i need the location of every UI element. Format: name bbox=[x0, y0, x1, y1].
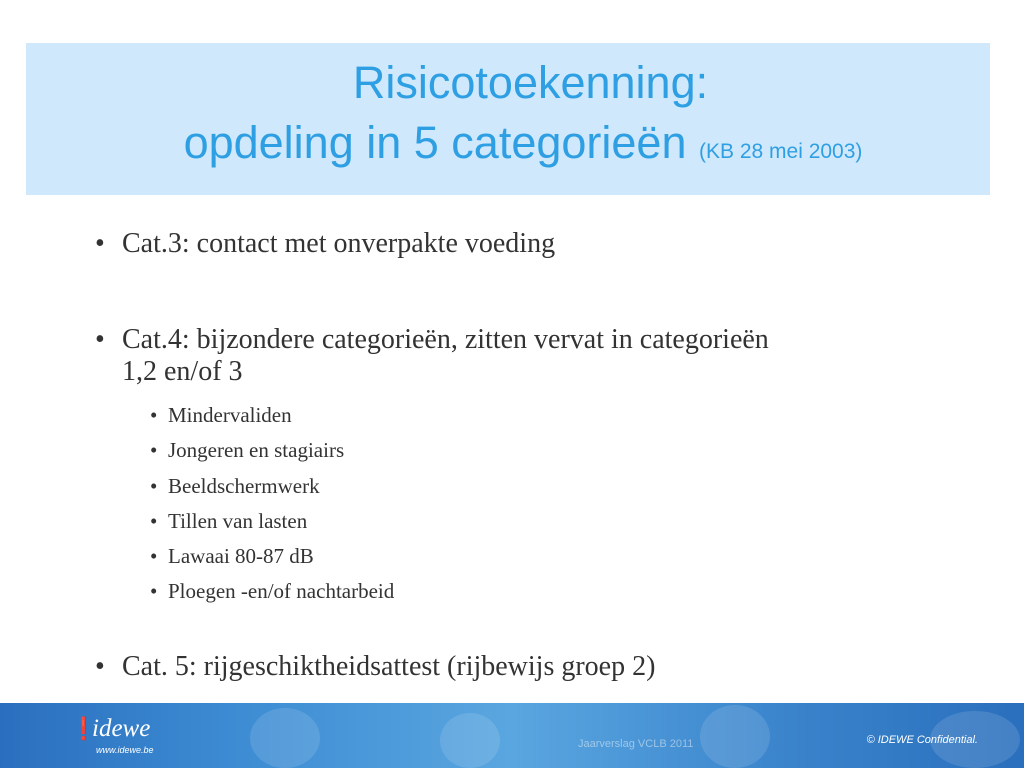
sub-bullet-dot: • bbox=[150, 544, 158, 568]
sub-bullet-text: Jongeren en stagiairs bbox=[168, 438, 345, 462]
title-line-1: Risicotoekenning: bbox=[352, 57, 709, 108]
sub-bullet-text: Mindervaliden bbox=[168, 403, 292, 427]
sub-bullet-dot: • bbox=[150, 403, 158, 427]
photo-figure bbox=[250, 708, 320, 768]
footer-band bbox=[0, 703, 1024, 768]
photo-figure bbox=[440, 713, 500, 768]
title-line-2: opdeling in 5 categorieën bbox=[183, 117, 687, 168]
idewe-logo-icon: ❗ bbox=[70, 717, 98, 742]
sub-bullet-dot: • bbox=[150, 438, 158, 462]
slide-title bbox=[0, 58, 1024, 108]
bullet-text: 1,2 en/of 3 bbox=[122, 356, 243, 387]
bullet-dot: • bbox=[95, 324, 105, 355]
sub-bullet-dot: • bbox=[150, 474, 158, 498]
sub-bullet-text: Beeldschermwerk bbox=[168, 474, 320, 498]
photo-figure bbox=[700, 705, 770, 768]
logo-url: www.idewe.be bbox=[96, 745, 154, 755]
slide-subtitle bbox=[0, 118, 1024, 177]
bullet-text: Cat.4: bijzondere categorieën, zitten vervat in categorieën bbox=[122, 324, 769, 355]
bullet-text: Cat. 5: rijgeschiktheidsattest (rijbewijs groep 2) bbox=[122, 651, 656, 682]
copyright-text: © IDEWE Confidential. bbox=[866, 734, 978, 746]
logo-text: idewe bbox=[92, 715, 151, 742]
bullet-dot: • bbox=[95, 228, 105, 259]
sub-bullet-text: Tillen van lasten bbox=[168, 509, 308, 533]
bullet-dot: • bbox=[95, 651, 105, 682]
bullet-text: Cat.3: contact met onverpakte voeding bbox=[122, 228, 556, 259]
sub-bullet-text: Ploegen -en/of nachtarbeid bbox=[168, 579, 395, 603]
sub-bullet-dot: • bbox=[150, 509, 158, 533]
footer-watermark-text: Jaarverslag VCLB 2011 bbox=[578, 738, 694, 750]
sub-bullet-text: Lawaai 80-87 dB bbox=[168, 544, 314, 568]
sub-bullet-dot: • bbox=[150, 579, 158, 603]
title-note: (KB 28 mei 2003) bbox=[698, 140, 863, 163]
